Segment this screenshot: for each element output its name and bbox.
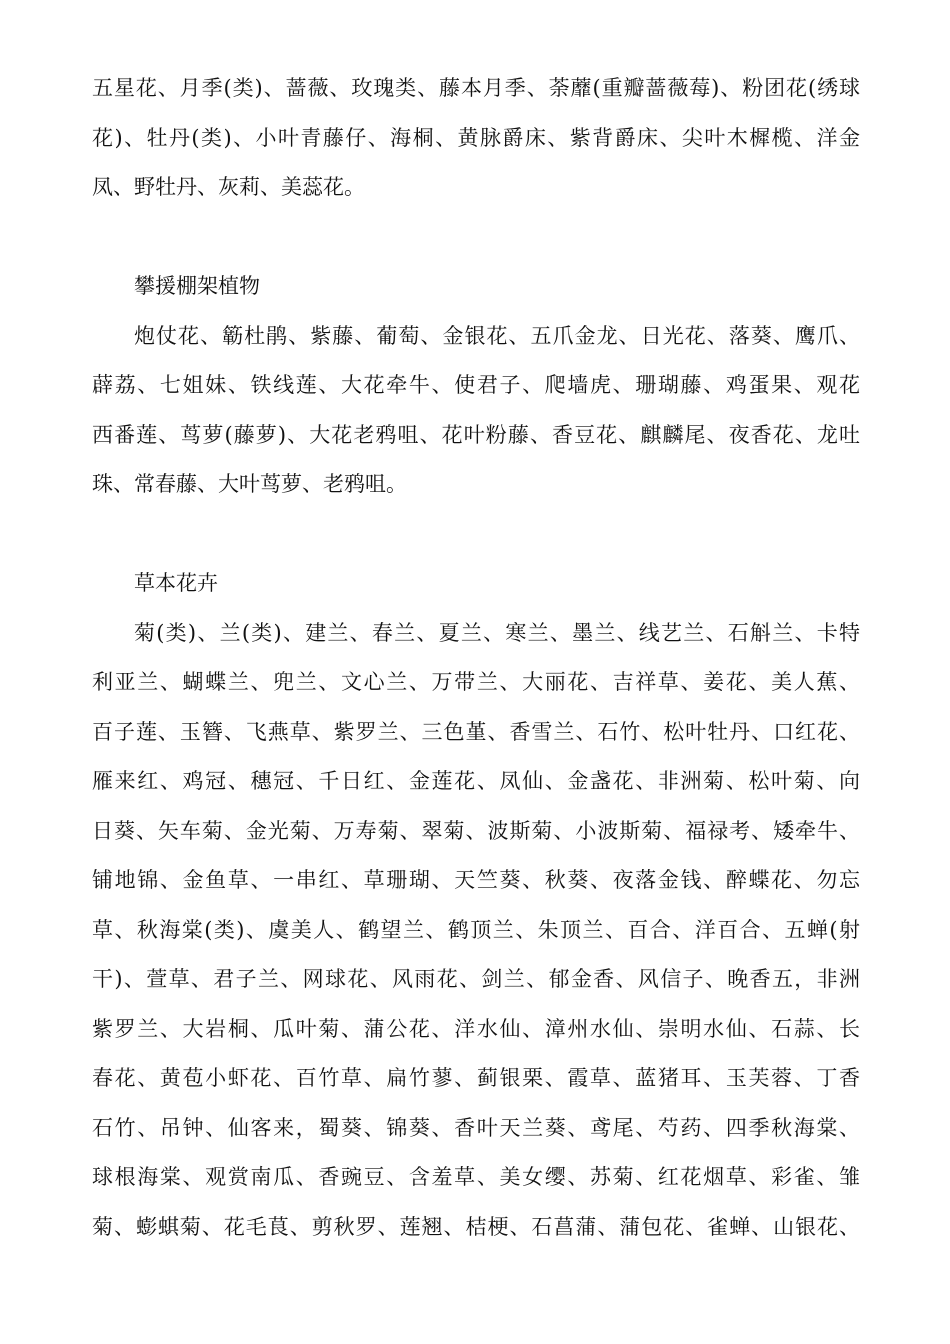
- paragraph-gap: [92, 510, 860, 560]
- text-line: 百子莲、玉簪、飞燕草、紫罗兰、三色堇、香雪兰、石竹、松叶牡丹、口红花、: [92, 719, 860, 744]
- text-line: 利亚兰、蝴蝶兰、兜兰、文心兰、万带兰、大丽花、吉祥草、姜花、美人蕉、: [92, 670, 860, 694]
- section-heading-herbaceous: 草本花卉: [134, 571, 218, 595]
- text-line: 薜荔、七姐妹、铁线莲、大花牵牛、使君子、爬墙虎、珊瑚藤、鸡蛋果、观花: [92, 373, 860, 397]
- text-line: 紫罗兰、大岩桐、瓜叶菊、蒲公花、洋水仙、漳州水仙、崇明水仙、石蒜、长: [92, 1016, 860, 1041]
- text-line: 菊(类)、兰(类)、建兰、春兰、夏兰、寒兰、墨兰、线艺兰、石斛兰、卡特: [134, 620, 860, 645]
- text-line: 炮仗花、簕杜鹃、紫藤、葡萄、金银花、五爪金龙、日光花、落葵、鹰爪、: [134, 323, 860, 348]
- text-line: 球根海棠、观赏南瓜、香豌豆、含羞草、美女缨、苏菊、红花烟草、彩雀、雏: [92, 1165, 860, 1189]
- text-line: 菊、蟛蜞菊、花毛茛、剪秋罗、莲翘、桔梗、石菖蒲、蒲包花、雀蝉、山银花、: [92, 1214, 860, 1239]
- text-line: 凤、野牡丹、灰莉、美蕊花。: [92, 175, 365, 199]
- climber-list-paragraph: [92, 312, 860, 510]
- herbaceous-list-paragraph: [92, 609, 860, 1253]
- text-line: 干)、萱草、君子兰、网球花、风雨花、剑兰、郁金香、风信子、晚香五，非洲: [92, 967, 860, 991]
- text-line: 雁来红、鸡冠、穗冠、千日红、金莲花、凤仙、金盏花、非洲菊、松叶菊、向: [92, 769, 860, 793]
- text-line: 花)、牡丹(类)、小叶青藤仔、海桐、黄脉爵床、紫背爵床、尖叶木樨榄、洋金: [92, 125, 860, 150]
- shrub-list-paragraph: [92, 64, 860, 213]
- text-line: 石竹、吊钟、仙客来，蜀葵、锦葵、香叶天兰葵、鸢尾、芍药、四季秋海棠、: [92, 1115, 860, 1140]
- text-line: 珠、常春藤、大叶茑萝、老鸦咀。: [92, 472, 407, 496]
- text-line: 春花、黄苞小虾花、百竹草、扁竹蓼、蓟银栗、霞草、蓝猪耳、玉芙蓉、丁香: [92, 1066, 860, 1090]
- section-heading-climbers: 攀援棚架植物: [134, 274, 260, 298]
- text-line: 日葵、矢车菊、金光菊、万寿菊、翠菊、波斯菊、小波斯菊、福禄考、矮牵牛、: [92, 818, 860, 843]
- document-page: [92, 64, 860, 1252]
- text-line: 草、秋海棠(类)、虞美人、鹤望兰、鹤顶兰、朱顶兰、百合、洋百合、五蝉(射: [92, 917, 860, 942]
- text-line: 西番莲、茑萝(藤萝)、大花老鸦咀、花叶粉藤、香豆花、麒麟尾、夜香花、龙吐: [92, 422, 860, 447]
- text-line: 五星花、月季(类)、蔷薇、玫瑰类、藤本月季、荼蘼(重瓣蔷薇莓)、粉团花(绣球: [92, 76, 860, 100]
- text-line: 铺地锦、金鱼草、一串红、草珊瑚、天竺葵、秋葵、夜落金钱、醉蝶花、勿忘: [92, 868, 860, 892]
- paragraph-gap: [92, 213, 860, 263]
